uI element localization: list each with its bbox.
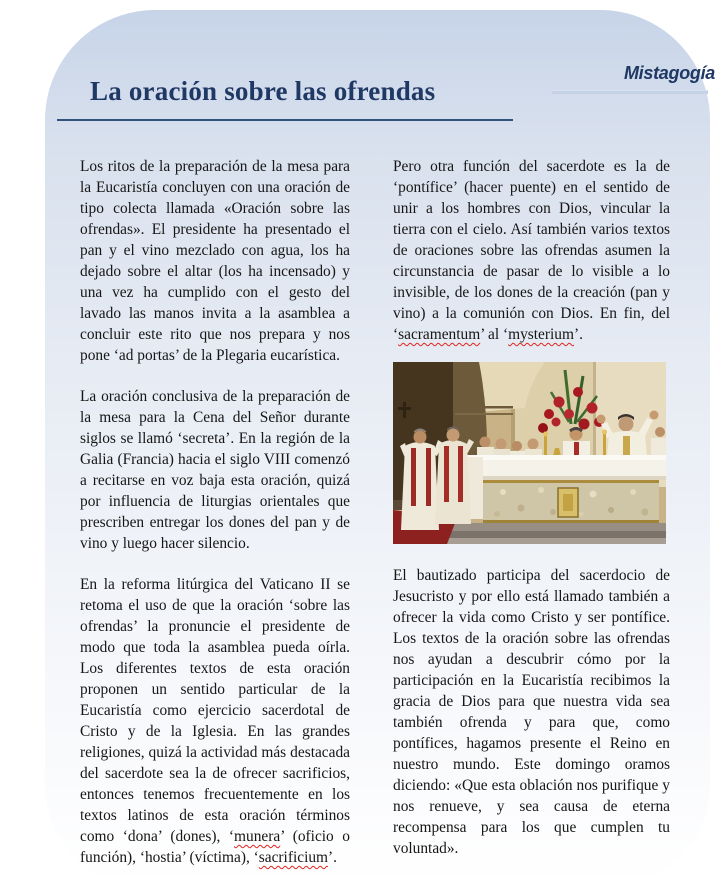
text-run: El bautizado participa del sacerdocio de Jesucristo y por ello está llamado también a ofrecer la vida como Cristo y ser pontífice. Los textos de la oración sobre las ofrendas nos ayudan a descubrir cómo por la participación en la Eucaristía recibimos la gracia de Dios para que nuestra vida sea también ofrenda y para que, como pontífices, hagamos presente el Reino en nuestro mundo. Este domingo oramos diciendo: «Que esta oblación nos purifique y nos renueve, y sea causa de eterna recompensa para los que cumplen tu voluntad». [393, 567, 670, 857]
text-run: ’ (oficio o función), ‘hostia’ (víctima), ‘ [80, 828, 351, 866]
spellcheck-word: mysterium [508, 326, 574, 343]
text-run: ’ al ‘ [480, 326, 509, 343]
spellcheck-word: munera [234, 828, 281, 845]
right-column-top [393, 156, 670, 345]
page-title: La oración sobre las ofrendas [90, 76, 436, 106]
text-run: La oración conclusiva de la preparación de la mesa para la Cena del Señor durante siglos se llamó ‘secreta’. En la región de la Galia (Francia) hacia el siglo VIII comenzó a recitarse en voz baja esta oración, quizá por influencia de liturgias orientales que prescriben entregar los dones del pan y de vino y luego hacer silencio. [80, 388, 350, 552]
paragraph [80, 386, 350, 554]
text-run: ’. [573, 326, 583, 343]
paragraph [80, 574, 350, 868]
bulletin-card [45, 10, 715, 886]
paragraph [393, 156, 670, 345]
paragraph [393, 565, 670, 859]
right-column-bottom [393, 565, 670, 859]
spellcheck-word: sacramentum [398, 326, 481, 343]
text-run: ’. [328, 849, 337, 866]
right-column [393, 156, 670, 879]
spellcheck-word: sacrificium [258, 849, 329, 866]
left-column [80, 156, 350, 888]
altar [461, 455, 666, 524]
text-run: En la reforma litúrgica del Vaticano II se retoma el uso de que la oración ‘sobre las ofrendas’ la pronuncie el presidente de modo que toda la asamblea pueda oírla. Los diferentes textos de esta oración proponen un sentido particular de la Eucaristía como ejercicio sacerdotal de Cristo y de la Iglesia. En las grandes religiones, quizá la actividad más destacada del sacerdote sea la de ofrecer sacrificios, entonces tenemos frecuentemente en los textos latinos de esta oración términos como ‘dona’ (dones), ‘ [80, 576, 350, 845]
badge-underline [552, 90, 708, 94]
text-run: Pero otra función del sacerdote es la de ‘pontífice’ (hacer puente) en el sentido de unir a los hombres con Dios, vincular la tierra con el cielo. Así también varios textos de oraciones sobre las ofrendas asumen la circunstancia de pasar de lo visible a lo invisible, de los dones de la creación (pan y vino) a la comunión con Dios. En fin, del ‘ [393, 158, 670, 343]
paragraph [80, 156, 350, 366]
text-run: Los ritos de la preparación de la mesa para la Eucaristía concluyen con una oración de tipo colecta llamada «Oración sobre las ofrendas». El presidente ha presentado el pan y el vino mezclado con agua, los ha dejado sobre el altar (los ha incensado) y una vez ha cumplido con el gesto del lavado las manos invita a la asamblea a concluir este rito que nos prepara y nos pone ‘ad portas’ de la Plegaria eucarística. [80, 158, 350, 364]
altar-photo-graphic [393, 362, 666, 544]
altar-photo [393, 362, 666, 544]
title-underline [57, 119, 513, 121]
section-badge: Mistagogía [623, 63, 715, 83]
